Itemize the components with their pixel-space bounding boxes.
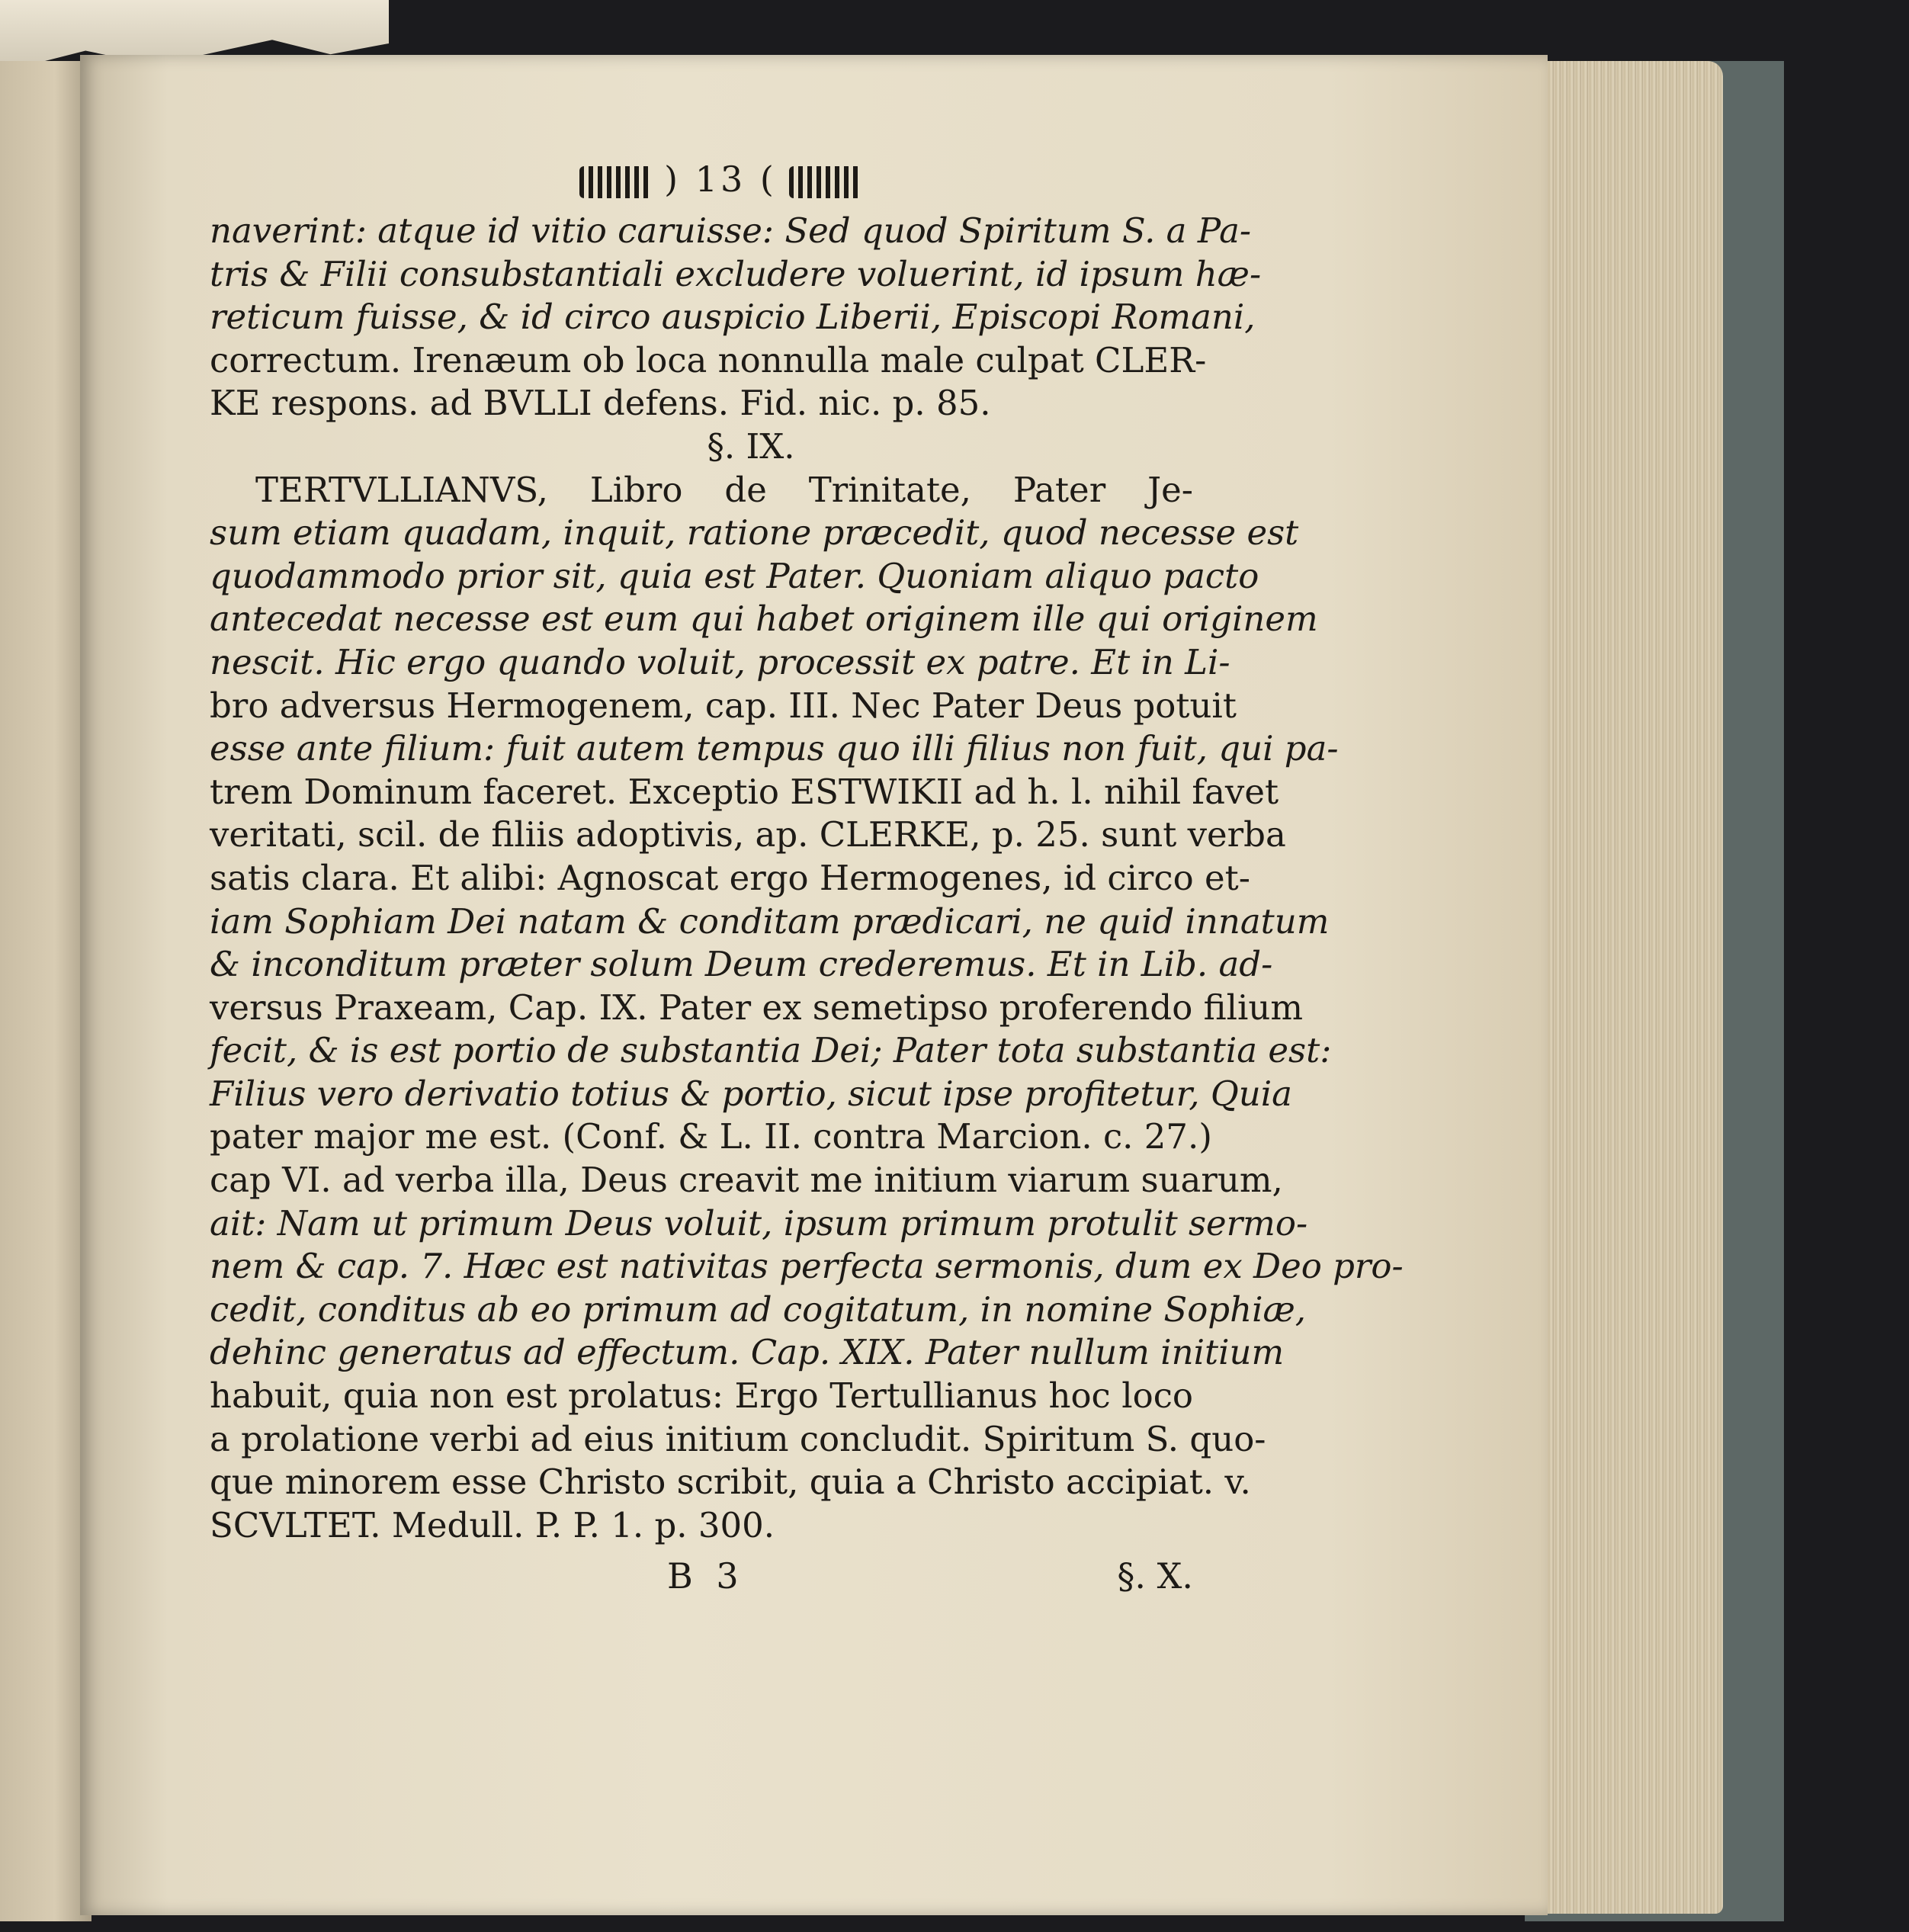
text-line: cedit, conditus ab eo primum ad cogitatum, in nomine Sophiæ, [210, 1289, 1307, 1330]
text-line: versus Praxeam, Cap. IX. Pater ex semetipso proferendo filium [210, 987, 1304, 1028]
page-footer [210, 1553, 1193, 1599]
text-line: correctum. Irenæum ob loca nonnulla male culpat CLER- [210, 339, 1207, 380]
page-text [210, 149, 1404, 1599]
text-line: bro adversus Hermogenem, cap. III. Nec Pater Deus potuit [210, 685, 1237, 726]
text-line: SCVLTET. Medull. P. P. 1. p. 300. [210, 1504, 775, 1545]
text-line: reticum fuisse, & id circo auspicio Liberii, Episcopi Romani, [210, 297, 1256, 338]
text-line: iam Sophiam Dei natam & conditam prædicari, ne quid innatum [210, 900, 1330, 942]
text-line: KE respons. ad BVLLI defens. Fid. nic. p. 85. [210, 383, 991, 424]
text-line: TERTVLLIANVS, Libro de Trinitate, Pater Je- [255, 469, 1193, 510]
text-line: nescit. Hic ergo quando voluit, processit ex patre. Et in Li- [210, 641, 1230, 682]
section-heading: §. IX. [707, 425, 795, 467]
text-line: sum etiam quadam, inquit, ratione præcedit, quod necesse est [210, 512, 1299, 554]
text-line: trem Dominum faceret. Exceptio ESTWIKII ad h. l. nihil favet [210, 771, 1279, 812]
text-line: quodammodo prior sit, quia est Pater. Quoniam aliquo pacto [210, 555, 1259, 596]
signature-mark: B 3 [667, 1555, 745, 1597]
fleuron-ornament-icon [789, 166, 861, 198]
text-line: pater major me est. (Conf. & L. II. contra Marcion. c. 27.) [210, 1116, 1212, 1157]
page-number: ) 13 ( [664, 159, 777, 200]
text-line: & inconditum præter solum Deum crederemus. Et in Lib. ad- [210, 944, 1273, 985]
text-line: naverint: atque id vitio caruisse: Sed quod Spiritum S. a Pa- [210, 210, 1252, 251]
text-line: esse ante filium: fuit autem tempus quo illi filius non fuit, qui pa- [210, 728, 1339, 769]
fleuron-ornament-icon [579, 166, 652, 198]
catchword: §. X. [1117, 1555, 1193, 1597]
text-line: tris & Filii consubstantiali excludere voluerint, id ipsum hæ- [210, 253, 1262, 294]
text-line: satis clara. Et alibi: Agnoscat ergo Hermogenes, id circo et- [210, 857, 1250, 898]
text-line: que minorem esse Christo scribit, quia a Christo accipiat. v. [210, 1462, 1251, 1503]
text-line: ait: Nam ut primum Deus voluit, ipsum primum protulit sermo- [210, 1202, 1308, 1244]
text-line: nem & cap. 7. Hæc est nativitas perfecta sermonis, dum ex Deo pro- [210, 1246, 1404, 1287]
running-header [210, 149, 1193, 210]
text-line: antecedat necesse est eum qui habet originem ille qui originem [210, 599, 1318, 640]
text-line: cap VI. ad verba illa, Deus creavit me initium viarum suarum, [210, 1160, 1283, 1201]
text-line: dehinc generatus ad effectum. Cap. XIX. Pater nullum initium [210, 1332, 1285, 1373]
text-line: Filius vero derivatio totius & portio, sicut ipse profitetur, Quia [210, 1073, 1292, 1114]
text-line: a prolatione verbi ad eius initium concludit. Spiritum S. quo- [210, 1418, 1266, 1459]
left-page-edge [0, 61, 91, 1921]
text-line: fecit, & is est portio de substantia Dei; Pater tota substantia est: [210, 1030, 1332, 1071]
text-line: veritati, scil. de filiis adoptivis, ap. CLERKE, p. 25. sunt verba [210, 814, 1286, 855]
text-line: habuit, quia non est prolatus: Ergo Tertullianus hoc loco [210, 1375, 1193, 1417]
page-block-edges [1540, 61, 1723, 1914]
